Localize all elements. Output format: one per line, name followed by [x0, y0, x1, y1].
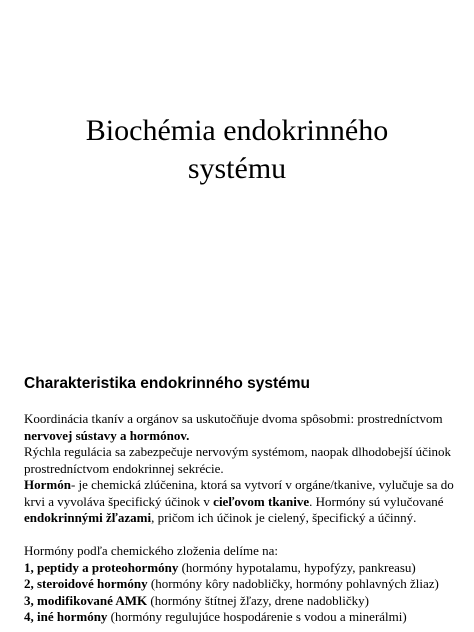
text-span: krvi a vyvoláva špecifický účinok v [24, 493, 214, 509]
list-item [24, 593, 464, 610]
list-item-detail: (hormóny hypotalamu, hypofýzy, pankreasu) [178, 559, 416, 575]
list-item [24, 609, 464, 626]
bold-term: cieľovom tkanive [213, 493, 310, 509]
list-item-detail: (hormóny kôry nadobličky, hormóny pohlavných žliaz) [147, 576, 439, 591]
bold-text: nervovej sústavy a hormónov. [24, 427, 190, 443]
text-line [24, 477, 464, 494]
text-line [24, 494, 464, 511]
content-section [24, 375, 464, 626]
paragraph-coordination [24, 411, 464, 444]
paragraph-hormone-definition [24, 477, 464, 527]
text-line [24, 510, 464, 527]
list-item [24, 576, 464, 593]
section-heading: Charakteristika endokrinného systému [24, 375, 310, 392]
hormone-classification [24, 543, 464, 626]
bold-term: Hormón [24, 477, 71, 492]
text-span: . Hormóny sú vylučované [309, 493, 444, 509]
list-item-term: 1, peptidy a proteohormóny [24, 559, 179, 575]
text-span: , pričom ich účinok je cielený, špecifický a účinný. [151, 510, 417, 525]
title-line-2: systému [187, 152, 287, 185]
text-line: Koordinácia tkanív a orgánov sa uskutočňuje dvoma spôsobmi: prostredníctvom [24, 411, 443, 426]
list-item-term: 4, iné hormóny [24, 609, 108, 624]
list-item-detail: (hormóny regulujúce hospodárenie s vodou a minerálmi) [107, 609, 407, 624]
text-line: Rýchla regulácia sa zabezpečuje nervovým systémom, naopak dlhodobejší účinok [24, 444, 452, 459]
list-item-term: 2, steroidové hormóny [24, 576, 148, 591]
list-item-detail: (hormóny štítnej žľazy, drene nadobličky) [147, 592, 369, 608]
text-span: - je chemická zlúčenina, ktorá sa vytvorí v orgáne/tkanive, vylučuje sa do [70, 477, 454, 492]
spacer [24, 527, 464, 544]
list-item-term: 3, modifikované AMK [24, 592, 148, 608]
page-title [0, 112, 474, 188]
list-intro: Hormóny podľa chemického zloženia delíme na: [24, 543, 278, 558]
list-item [24, 560, 464, 577]
paragraph-regulation [24, 444, 464, 477]
bold-term: endokrinnými žľazami [24, 510, 152, 525]
text-line: prostredníctvom endokrinnej sekrécie. [24, 460, 224, 476]
title-line-1: Biochémia endokrinného [85, 114, 389, 147]
